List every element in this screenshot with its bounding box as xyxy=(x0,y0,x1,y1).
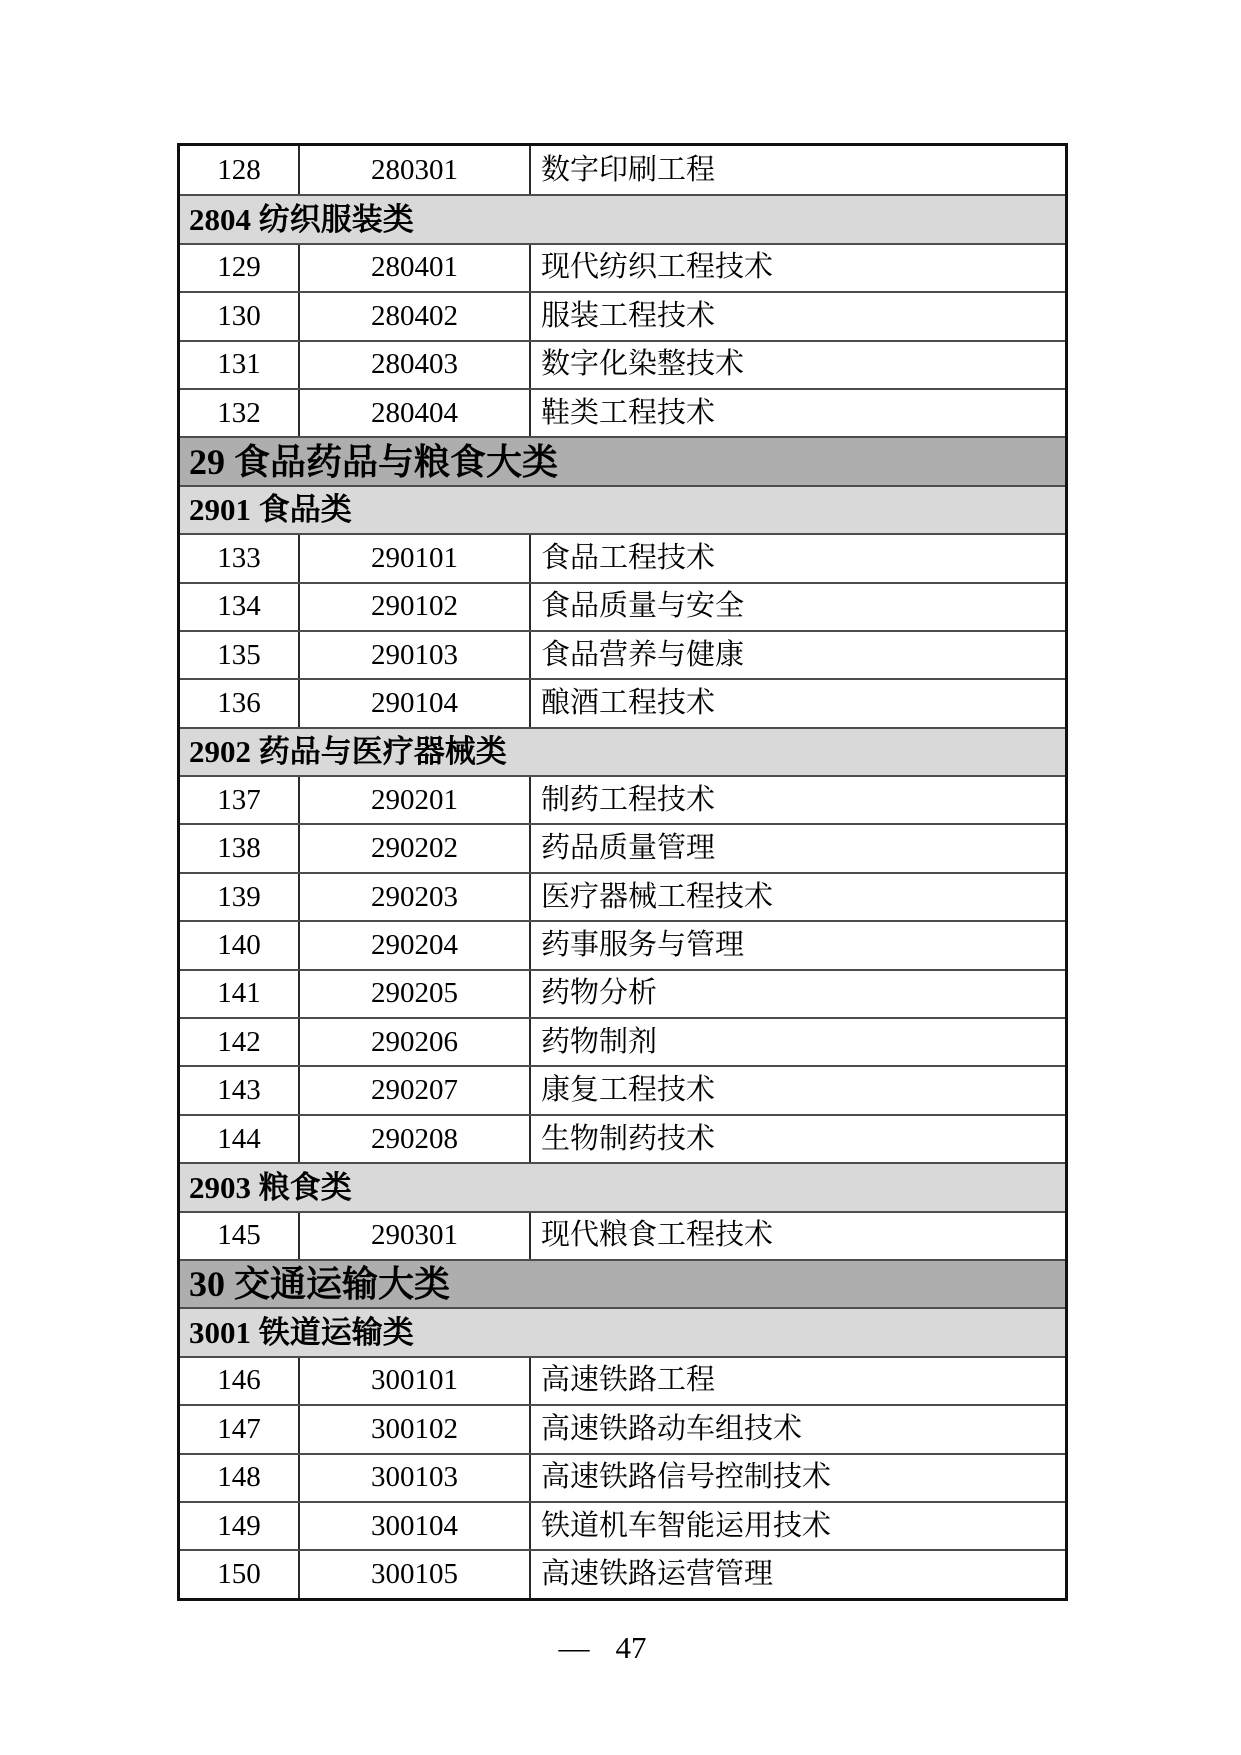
seq-cell: 148 xyxy=(217,1461,261,1494)
name-cell: 生物制药技术 xyxy=(541,1122,716,1155)
seq-cell: 128 xyxy=(217,153,261,186)
seq-cell: 142 xyxy=(217,1025,261,1058)
category-label: 29 食品药品与粮食大类 xyxy=(189,441,559,482)
name-cell: 药物制剂 xyxy=(541,1025,658,1058)
table-row xyxy=(180,340,1065,388)
table-row xyxy=(180,533,1065,581)
major-category-header-row xyxy=(180,1259,1065,1307)
seq-cell: 132 xyxy=(217,396,261,429)
code-cell: 280403 xyxy=(298,342,531,388)
code-cell: 280404 xyxy=(298,390,531,436)
seq-cell: 146 xyxy=(217,1364,261,1397)
footer-dash: — xyxy=(558,1630,590,1665)
code-cell: 300101 xyxy=(298,1358,531,1404)
major-category-header-row xyxy=(180,436,1065,484)
name-cell: 高速铁路运营管理 xyxy=(541,1558,774,1591)
seq-cell: 141 xyxy=(217,977,261,1010)
subcategory-header-row xyxy=(180,1162,1065,1210)
name-cell: 鞋类工程技术 xyxy=(541,396,716,429)
seq-cell: 131 xyxy=(217,348,261,381)
code-cell: 280301 xyxy=(298,146,531,194)
table-row xyxy=(180,1453,1065,1501)
code-cell: 290207 xyxy=(298,1067,531,1113)
name-cell: 制药工程技术 xyxy=(541,783,716,816)
table-row xyxy=(180,630,1065,678)
category-label: 2901 食品类 xyxy=(189,492,352,528)
seq-cell: 135 xyxy=(217,638,261,671)
code-cell: 290102 xyxy=(298,584,531,630)
code-cell: 280402 xyxy=(298,293,531,339)
name-cell: 医疗器械工程技术 xyxy=(541,880,774,913)
table-row xyxy=(180,823,1065,871)
table-row xyxy=(180,1017,1065,1065)
seq-cell: 144 xyxy=(217,1122,261,1155)
name-cell: 铁道机车智能运用技术 xyxy=(541,1509,832,1542)
table-row xyxy=(180,388,1065,436)
name-cell: 数字印刷工程 xyxy=(541,153,716,186)
table-row xyxy=(180,775,1065,823)
code-cell: 290301 xyxy=(298,1213,531,1259)
name-cell: 药品质量管理 xyxy=(541,832,716,865)
subcategory-header-row xyxy=(180,727,1065,775)
category-label: 3001 铁道运输类 xyxy=(189,1315,414,1351)
table-row xyxy=(180,582,1065,630)
majors-table xyxy=(177,143,1068,1601)
category-label: 2903 粮食类 xyxy=(189,1169,352,1205)
code-cell: 300104 xyxy=(298,1503,531,1549)
table-row xyxy=(180,1404,1065,1452)
table-row xyxy=(180,1549,1065,1597)
code-cell: 290206 xyxy=(298,1019,531,1065)
seq-cell: 130 xyxy=(217,299,261,332)
name-cell: 食品质量与安全 xyxy=(541,590,745,623)
table-row xyxy=(180,1501,1065,1549)
category-label: 2804 纺织服装类 xyxy=(189,202,414,238)
code-cell: 300105 xyxy=(298,1551,531,1597)
table-row xyxy=(180,243,1065,291)
code-cell: 290205 xyxy=(298,971,531,1017)
name-cell: 食品工程技术 xyxy=(541,541,716,574)
code-cell: 300103 xyxy=(298,1455,531,1501)
seq-cell: 129 xyxy=(217,251,261,284)
name-cell: 药物分析 xyxy=(541,977,658,1010)
name-cell: 酿酒工程技术 xyxy=(541,686,716,719)
table-body xyxy=(180,146,1065,1598)
seq-cell: 149 xyxy=(217,1509,261,1542)
seq-cell: 150 xyxy=(217,1558,261,1591)
seq-cell: 145 xyxy=(217,1219,261,1252)
seq-cell: 136 xyxy=(217,686,261,719)
table-row xyxy=(180,1065,1065,1113)
name-cell: 高速铁路动车组技术 xyxy=(541,1412,803,1445)
page-number: 47 xyxy=(615,1630,647,1665)
table-row xyxy=(180,872,1065,920)
page-footer xyxy=(0,1630,1223,1666)
code-cell: 290202 xyxy=(298,825,531,871)
name-cell: 数字化染整技术 xyxy=(541,348,745,381)
name-cell: 食品营养与健康 xyxy=(541,638,745,671)
table-row xyxy=(180,1211,1065,1259)
table-row xyxy=(180,920,1065,968)
code-cell: 290203 xyxy=(298,874,531,920)
category-label: 2902 药品与医疗器械类 xyxy=(189,734,507,770)
name-cell: 康复工程技术 xyxy=(541,1074,716,1107)
code-cell: 290101 xyxy=(298,535,531,581)
code-cell: 290204 xyxy=(298,922,531,968)
seq-cell: 143 xyxy=(217,1074,261,1107)
code-cell: 290103 xyxy=(298,632,531,678)
code-cell: 290201 xyxy=(298,777,531,823)
table-row xyxy=(180,678,1065,726)
seq-cell: 139 xyxy=(217,880,261,913)
subcategory-header-row xyxy=(180,194,1065,242)
category-label: 30 交通运输大类 xyxy=(189,1264,451,1305)
name-cell: 服装工程技术 xyxy=(541,299,716,332)
name-cell: 现代粮食工程技术 xyxy=(541,1219,774,1252)
table-row xyxy=(180,969,1065,1017)
name-cell: 高速铁路信号控制技术 xyxy=(541,1461,832,1494)
table-row xyxy=(180,1114,1065,1162)
code-cell: 290208 xyxy=(298,1116,531,1162)
table-row xyxy=(180,291,1065,339)
seq-cell: 138 xyxy=(217,832,261,865)
seq-cell: 147 xyxy=(217,1412,261,1445)
name-cell: 高速铁路工程 xyxy=(541,1364,716,1397)
code-cell: 300102 xyxy=(298,1406,531,1452)
name-cell: 现代纺织工程技术 xyxy=(541,251,774,284)
code-cell: 290104 xyxy=(298,680,531,726)
seq-cell: 140 xyxy=(217,928,261,961)
table-row xyxy=(180,146,1065,194)
code-cell: 280401 xyxy=(298,245,531,291)
seq-cell: 134 xyxy=(217,590,261,623)
subcategory-header-row xyxy=(180,485,1065,533)
seq-cell: 137 xyxy=(217,783,261,816)
name-cell: 药事服务与管理 xyxy=(541,928,745,961)
subcategory-header-row xyxy=(180,1307,1065,1355)
table-row xyxy=(180,1356,1065,1404)
seq-cell: 133 xyxy=(217,541,261,574)
